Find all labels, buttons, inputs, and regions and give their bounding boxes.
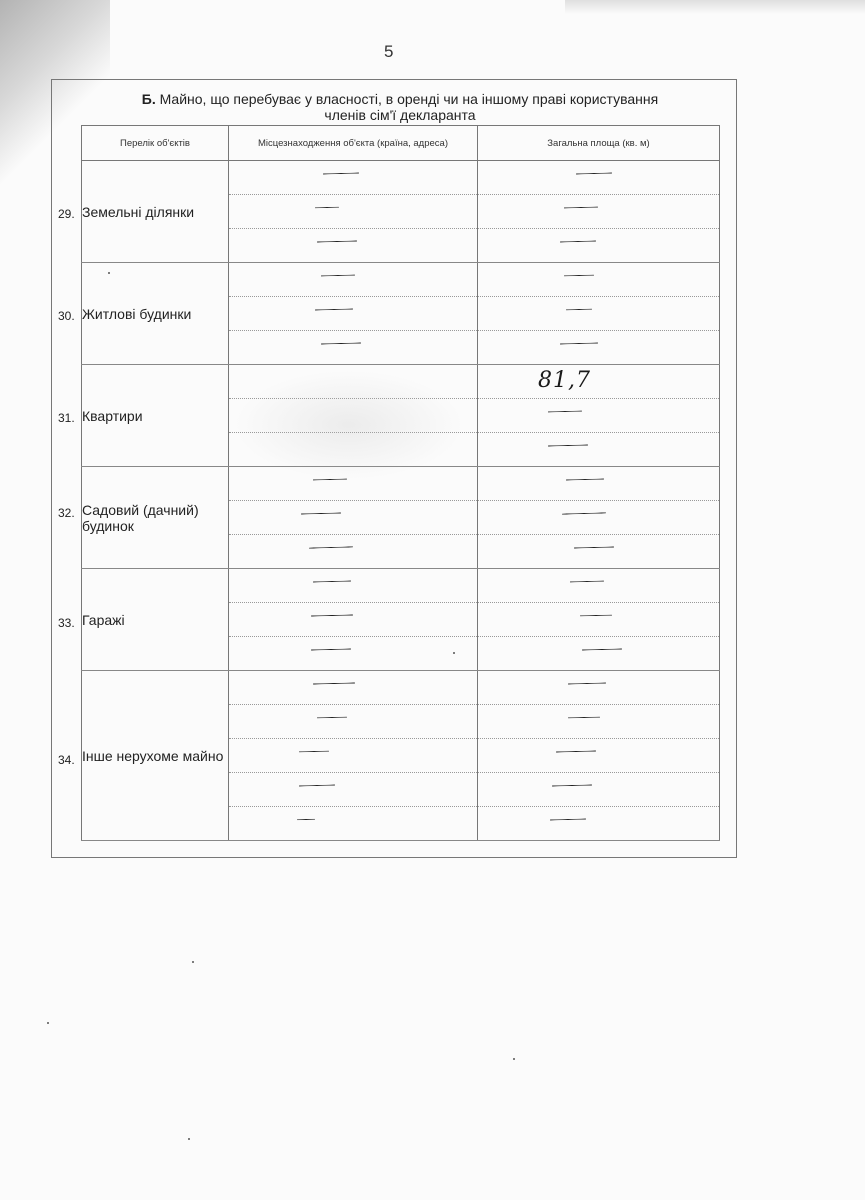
scan-speck: [108, 272, 110, 274]
row-number-31: 31.: [58, 411, 75, 425]
area-cell: [478, 671, 720, 705]
location-cell: [229, 671, 478, 705]
area-cell: [478, 433, 720, 467]
area-cell: [478, 263, 720, 297]
row-number-30: 30.: [58, 309, 75, 323]
scan-speck: [192, 961, 194, 963]
row-number-32: 32.: [58, 506, 75, 520]
row-label-30: Житлові будинки: [82, 263, 229, 365]
location-cell: [229, 569, 478, 603]
area-cell: [478, 773, 720, 807]
row-label-29: Земельні ділянки: [82, 161, 229, 263]
row-label-31: Квартири: [82, 365, 229, 467]
area-cell: [478, 501, 720, 535]
location-cell: [229, 297, 478, 331]
section-title-line1: Майно, що перебуває у власності, в оренді чи на іншому праві користування: [159, 91, 659, 107]
location-cell: [229, 773, 478, 807]
location-cell: [229, 263, 478, 297]
row-label-33: Гаражі: [82, 569, 229, 671]
redacted-smudge: [234, 370, 464, 480]
location-cell: [229, 535, 478, 569]
location-cell: [229, 807, 478, 841]
scan-speck: [453, 652, 455, 654]
area-cell: [478, 229, 720, 263]
location-cell: [229, 603, 478, 637]
section-title: [80, 91, 720, 123]
col-header-area: Загальна площа (кв. м): [478, 126, 720, 161]
row-label-32: Садовий (дачний) будинок: [82, 467, 229, 569]
location-cell: [229, 501, 478, 535]
col-header-objects: Перелік об'єктів: [82, 126, 229, 161]
area-cell: [478, 399, 720, 433]
location-cell: [229, 331, 478, 365]
location-cell: [229, 739, 478, 773]
area-cell: [478, 297, 720, 331]
handwritten-area-value: 81,7: [538, 368, 591, 393]
area-cell: [478, 331, 720, 365]
area-cell: [478, 705, 720, 739]
scan-edge: [565, 0, 865, 14]
area-cell: [478, 739, 720, 773]
property-table: [81, 125, 720, 841]
scan-speck: [188, 1138, 190, 1140]
area-cell: [478, 637, 720, 671]
area-cell: [478, 365, 720, 399]
area-cell: [478, 535, 720, 569]
section-letter: Б.: [141, 91, 156, 107]
section-title-line2: членів сім'ї декларанта: [324, 107, 476, 123]
area-cell: [478, 807, 720, 841]
area-cell: [478, 195, 720, 229]
location-cell: [229, 637, 478, 671]
area-cell: [478, 603, 720, 637]
page-number: 5: [384, 42, 394, 61]
row-number-34: 34.: [58, 753, 75, 767]
location-cell: [229, 705, 478, 739]
scan-speck: [47, 1022, 49, 1024]
location-cell: [229, 229, 478, 263]
row-label-34: Інше нерухоме майно: [82, 671, 229, 841]
row-number-33: 33.: [58, 616, 75, 630]
location-cell: [229, 195, 478, 229]
area-cell: [478, 467, 720, 501]
area-cell: [478, 569, 720, 603]
scan-speck: [513, 1058, 515, 1060]
col-header-location: Місцезнаходження об'єкта (країна, адреса): [229, 126, 478, 161]
location-cell: [229, 161, 478, 195]
row-number-29: 29.: [58, 207, 75, 221]
area-cell: [478, 161, 720, 195]
